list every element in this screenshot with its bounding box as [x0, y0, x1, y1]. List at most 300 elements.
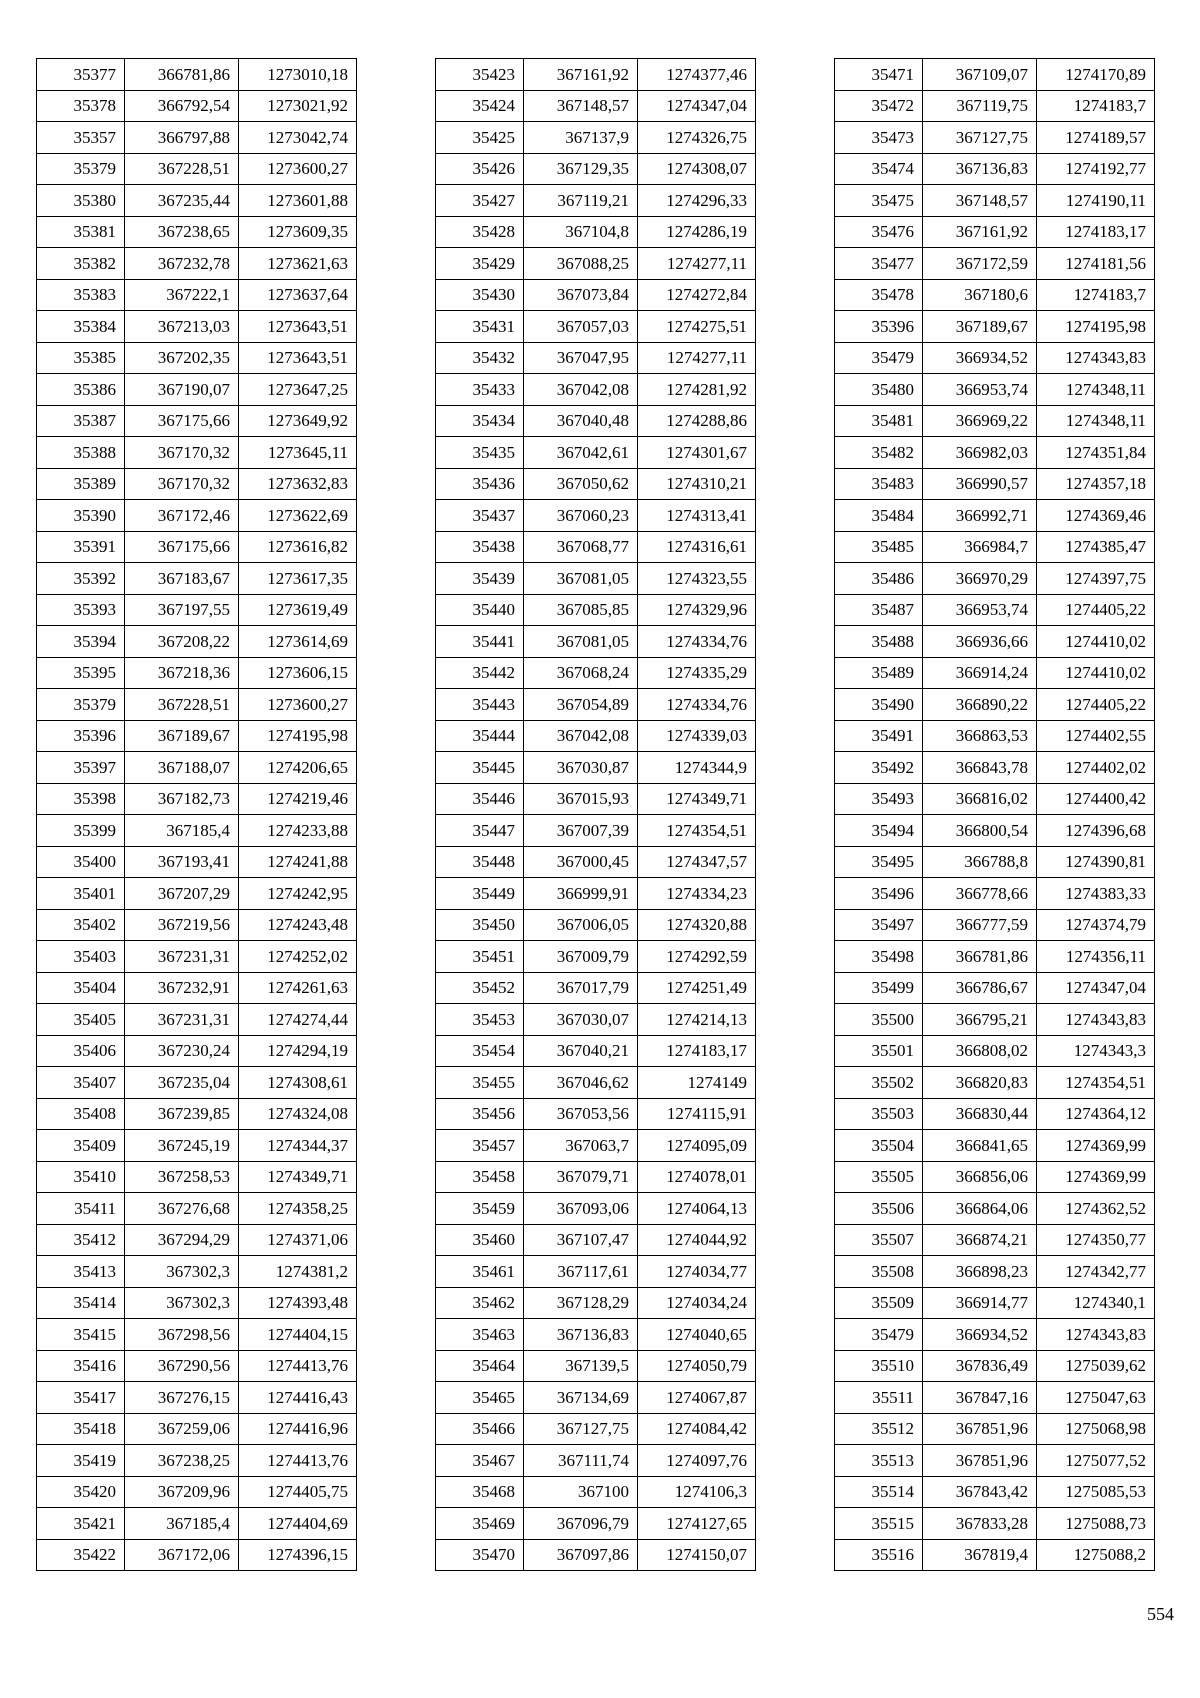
- table-row: [436, 153, 756, 185]
- x-coordinate-cell: 366843,78: [923, 752, 1037, 784]
- y-coordinate-cell: 1273643,51: [239, 311, 357, 343]
- point-number-cell: 35423: [436, 59, 524, 91]
- x-coordinate-cell: 366934,52: [923, 342, 1037, 374]
- table-row: [835, 1098, 1155, 1130]
- x-coordinate-cell: 367068,24: [524, 657, 638, 689]
- y-coordinate-cell: 1274219,46: [239, 783, 357, 815]
- point-number-cell: 35492: [835, 752, 923, 784]
- table-row: [835, 689, 1155, 721]
- table-row: [37, 846, 357, 878]
- point-number-cell: 35414: [37, 1287, 125, 1319]
- x-coordinate-cell: 367007,39: [524, 815, 638, 847]
- x-coordinate-cell: 367097,86: [524, 1539, 638, 1571]
- table-row: [436, 468, 756, 500]
- point-number-cell: 35493: [835, 783, 923, 815]
- y-coordinate-cell: 1274106,3: [638, 1476, 756, 1508]
- point-number-cell: 35385: [37, 342, 125, 374]
- x-coordinate-cell: 367148,57: [923, 185, 1037, 217]
- table-row: [835, 500, 1155, 532]
- point-number-cell: 35417: [37, 1382, 125, 1414]
- table-row: [37, 1130, 357, 1162]
- y-coordinate-cell: 1274343,3: [1037, 1035, 1155, 1067]
- x-coordinate-cell: 367222,1: [125, 279, 239, 311]
- y-coordinate-cell: 1274362,52: [1037, 1193, 1155, 1225]
- y-coordinate-cell: 1274347,04: [1037, 972, 1155, 1004]
- point-number-cell: 35407: [37, 1067, 125, 1099]
- y-coordinate-cell: 1274405,22: [1037, 594, 1155, 626]
- x-coordinate-cell: 367180,6: [923, 279, 1037, 311]
- x-coordinate-cell: 367259,06: [125, 1413, 239, 1445]
- point-number-cell: 35402: [37, 909, 125, 941]
- x-coordinate-cell: 366786,67: [923, 972, 1037, 1004]
- point-number-cell: 35411: [37, 1193, 125, 1225]
- point-number-cell: 35445: [436, 752, 524, 784]
- point-number-cell: 35439: [436, 563, 524, 595]
- x-coordinate-cell: 367137,9: [524, 122, 638, 154]
- x-coordinate-cell: 367060,23: [524, 500, 638, 532]
- y-coordinate-cell: 1274294,19: [239, 1035, 357, 1067]
- y-coordinate-cell: 1274371,06: [239, 1224, 357, 1256]
- point-number-cell: 35457: [436, 1130, 524, 1162]
- table-row: [37, 216, 357, 248]
- table-row: [37, 248, 357, 280]
- y-coordinate-cell: 1273632,83: [239, 468, 357, 500]
- y-coordinate-cell: 1273600,27: [239, 689, 357, 721]
- x-coordinate-cell: 367843,42: [923, 1476, 1037, 1508]
- x-coordinate-cell: 367148,57: [524, 90, 638, 122]
- point-number-cell: 35488: [835, 626, 923, 658]
- y-coordinate-cell: 1273601,88: [239, 185, 357, 217]
- y-coordinate-cell: 1274183,7: [1037, 90, 1155, 122]
- x-coordinate-cell: 366934,52: [923, 1319, 1037, 1351]
- y-coordinate-cell: 1274335,29: [638, 657, 756, 689]
- y-coordinate-cell: 1274334,23: [638, 878, 756, 910]
- table-row: [436, 216, 756, 248]
- x-coordinate-cell: 367235,44: [125, 185, 239, 217]
- table-row: [37, 437, 357, 469]
- y-coordinate-cell: 1274348,11: [1037, 374, 1155, 406]
- y-coordinate-cell: 1273619,49: [239, 594, 357, 626]
- x-coordinate-cell: 367088,25: [524, 248, 638, 280]
- y-coordinate-cell: 1274340,1: [1037, 1287, 1155, 1319]
- point-number-cell: 35500: [835, 1004, 923, 1036]
- point-number-cell: 35502: [835, 1067, 923, 1099]
- x-coordinate-cell: 367015,93: [524, 783, 638, 815]
- point-number-cell: 35477: [835, 248, 923, 280]
- point-number-cell: 35381: [37, 216, 125, 248]
- x-coordinate-cell: 367081,05: [524, 563, 638, 595]
- point-number-cell: 35428: [436, 216, 524, 248]
- point-number-cell: 35430: [436, 279, 524, 311]
- point-number-cell: 35386: [37, 374, 125, 406]
- table-row: [436, 90, 756, 122]
- table-row: [436, 531, 756, 563]
- table-row: [436, 59, 756, 91]
- x-coordinate-cell: 367073,84: [524, 279, 638, 311]
- table-row: [436, 1193, 756, 1225]
- x-coordinate-cell: 367238,65: [125, 216, 239, 248]
- x-coordinate-cell: 367000,45: [524, 846, 638, 878]
- y-coordinate-cell: 1274292,59: [638, 941, 756, 973]
- point-number-cell: 35391: [37, 531, 125, 563]
- y-coordinate-cell: 1274206,65: [239, 752, 357, 784]
- x-coordinate-cell: 366800,54: [923, 815, 1037, 847]
- table-row: [835, 1319, 1155, 1351]
- x-coordinate-cell: 367127,75: [524, 1413, 638, 1445]
- y-coordinate-cell: 1274183,7: [1037, 279, 1155, 311]
- x-coordinate-cell: 367197,55: [125, 594, 239, 626]
- y-coordinate-cell: 1275039,62: [1037, 1350, 1155, 1382]
- table-row: [436, 374, 756, 406]
- table-row: [37, 941, 357, 973]
- y-coordinate-cell: 1273637,64: [239, 279, 357, 311]
- y-coordinate-cell: 1275088,73: [1037, 1508, 1155, 1540]
- x-coordinate-cell: 367017,79: [524, 972, 638, 1004]
- y-coordinate-cell: 1274064,13: [638, 1193, 756, 1225]
- x-coordinate-cell: 367100: [524, 1476, 638, 1508]
- table-row: [37, 878, 357, 910]
- table-row: [37, 720, 357, 752]
- x-coordinate-cell: 367218,36: [125, 657, 239, 689]
- y-coordinate-cell: 1274369,46: [1037, 500, 1155, 532]
- point-number-cell: 35461: [436, 1256, 524, 1288]
- y-coordinate-cell: 1274034,24: [638, 1287, 756, 1319]
- point-number-cell: 35377: [37, 59, 125, 91]
- table-row: [37, 594, 357, 626]
- y-coordinate-cell: 1274342,77: [1037, 1256, 1155, 1288]
- table-row: [436, 1130, 756, 1162]
- x-coordinate-cell: 366816,02: [923, 783, 1037, 815]
- y-coordinate-cell: 1274274,44: [239, 1004, 357, 1036]
- y-coordinate-cell: 1274034,77: [638, 1256, 756, 1288]
- point-number-cell: 35506: [835, 1193, 923, 1225]
- table-row: [436, 1382, 756, 1414]
- table-row: [37, 1193, 357, 1225]
- y-coordinate-cell: 1274149: [638, 1067, 756, 1099]
- point-number-cell: 35511: [835, 1382, 923, 1414]
- point-number-cell: 35404: [37, 972, 125, 1004]
- y-coordinate-cell: 1274181,56: [1037, 248, 1155, 280]
- point-number-cell: 35484: [835, 500, 923, 532]
- x-coordinate-cell: 367276,68: [125, 1193, 239, 1225]
- y-coordinate-cell: 1274343,83: [1037, 1004, 1155, 1036]
- table-row: [835, 248, 1155, 280]
- point-number-cell: 35399: [37, 815, 125, 847]
- point-number-cell: 35397: [37, 752, 125, 784]
- x-coordinate-cell: 367190,07: [125, 374, 239, 406]
- x-coordinate-cell: 367208,22: [125, 626, 239, 658]
- table-row: [835, 1413, 1155, 1445]
- x-coordinate-cell: 367172,46: [125, 500, 239, 532]
- x-coordinate-cell: 367258,53: [125, 1161, 239, 1193]
- y-coordinate-cell: 1273010,18: [239, 59, 357, 91]
- point-number-cell: 35473: [835, 122, 923, 154]
- x-coordinate-cell: 367188,07: [125, 752, 239, 784]
- x-coordinate-cell: 366788,8: [923, 846, 1037, 878]
- table-row: [37, 342, 357, 374]
- point-number-cell: 35513: [835, 1445, 923, 1477]
- y-coordinate-cell: 1273617,35: [239, 563, 357, 595]
- y-coordinate-cell: 1274095,09: [638, 1130, 756, 1162]
- y-coordinate-cell: 1274402,55: [1037, 720, 1155, 752]
- table-row: [436, 720, 756, 752]
- table-row: [835, 405, 1155, 437]
- y-coordinate-cell: 1274195,98: [1037, 311, 1155, 343]
- x-coordinate-cell: 366970,29: [923, 563, 1037, 595]
- point-number-cell: 35489: [835, 657, 923, 689]
- x-coordinate-cell: 366898,23: [923, 1256, 1037, 1288]
- y-coordinate-cell: 1274323,55: [638, 563, 756, 595]
- y-coordinate-cell: 1274078,01: [638, 1161, 756, 1193]
- point-number-cell: 35412: [37, 1224, 125, 1256]
- x-coordinate-cell: 367057,03: [524, 311, 638, 343]
- point-number-cell: 35380: [37, 185, 125, 217]
- point-number-cell: 35390: [37, 500, 125, 532]
- y-coordinate-cell: 1274324,08: [239, 1098, 357, 1130]
- x-coordinate-cell: 366874,21: [923, 1224, 1037, 1256]
- point-number-cell: 35415: [37, 1319, 125, 1351]
- point-number-cell: 35495: [835, 846, 923, 878]
- y-coordinate-cell: 1274364,12: [1037, 1098, 1155, 1130]
- x-coordinate-cell: 366781,86: [923, 941, 1037, 973]
- point-number-cell: 35438: [436, 531, 524, 563]
- point-number-cell: 35409: [37, 1130, 125, 1162]
- table-row: [835, 594, 1155, 626]
- x-coordinate-cell: 367193,41: [125, 846, 239, 878]
- point-number-cell: 35431: [436, 311, 524, 343]
- x-coordinate-cell: 367851,96: [923, 1413, 1037, 1445]
- table-row: [835, 374, 1155, 406]
- point-number-cell: 35462: [436, 1287, 524, 1319]
- x-coordinate-cell: 366808,02: [923, 1035, 1037, 1067]
- y-coordinate-cell: 1274396,15: [239, 1539, 357, 1571]
- table-row: [37, 468, 357, 500]
- x-coordinate-cell: 367030,87: [524, 752, 638, 784]
- x-coordinate-cell: 366914,24: [923, 657, 1037, 689]
- y-coordinate-cell: 1274170,89: [1037, 59, 1155, 91]
- y-coordinate-cell: 1274329,96: [638, 594, 756, 626]
- y-coordinate-cell: 1274044,92: [638, 1224, 756, 1256]
- x-coordinate-cell: 367063,7: [524, 1130, 638, 1162]
- y-coordinate-cell: 1274339,03: [638, 720, 756, 752]
- x-coordinate-cell: 367046,62: [524, 1067, 638, 1099]
- point-number-cell: 35400: [37, 846, 125, 878]
- y-coordinate-cell: 1274358,25: [239, 1193, 357, 1225]
- x-coordinate-cell: 367040,48: [524, 405, 638, 437]
- point-number-cell: 35480: [835, 374, 923, 406]
- x-coordinate-cell: 366990,57: [923, 468, 1037, 500]
- point-number-cell: 35395: [37, 657, 125, 689]
- x-coordinate-cell: 366890,22: [923, 689, 1037, 721]
- point-number-cell: 35432: [436, 342, 524, 374]
- point-number-cell: 35449: [436, 878, 524, 910]
- table-row: [37, 122, 357, 154]
- table-row: [37, 657, 357, 689]
- table-row: [436, 1350, 756, 1382]
- point-number-cell: 35450: [436, 909, 524, 941]
- y-coordinate-cell: 1274416,43: [239, 1382, 357, 1414]
- point-number-cell: 35487: [835, 594, 923, 626]
- point-number-cell: 35499: [835, 972, 923, 1004]
- point-number-cell: 35379: [37, 153, 125, 185]
- x-coordinate-cell: 367009,79: [524, 941, 638, 973]
- point-number-cell: 35467: [436, 1445, 524, 1477]
- point-number-cell: 35396: [835, 311, 923, 343]
- x-coordinate-cell: 367183,67: [125, 563, 239, 595]
- point-number-cell: 35398: [37, 783, 125, 815]
- point-number-cell: 35448: [436, 846, 524, 878]
- x-coordinate-cell: 366830,44: [923, 1098, 1037, 1130]
- x-coordinate-cell: 367276,15: [125, 1382, 239, 1414]
- y-coordinate-cell: 1274115,91: [638, 1098, 756, 1130]
- point-number-cell: 35436: [436, 468, 524, 500]
- point-number-cell: 35416: [37, 1350, 125, 1382]
- point-number-cell: 35437: [436, 500, 524, 532]
- point-number-cell: 35379: [37, 689, 125, 721]
- point-number-cell: 35482: [835, 437, 923, 469]
- table-row: [835, 657, 1155, 689]
- table-row: [37, 909, 357, 941]
- table-row: [835, 563, 1155, 595]
- y-coordinate-cell: 1274410,02: [1037, 657, 1155, 689]
- y-coordinate-cell: 1273649,92: [239, 405, 357, 437]
- x-coordinate-cell: 367119,75: [923, 90, 1037, 122]
- table-row: [835, 1161, 1155, 1193]
- table-row: [436, 1004, 756, 1036]
- table-row: [37, 374, 357, 406]
- y-coordinate-cell: 1274261,63: [239, 972, 357, 1004]
- point-number-cell: 35433: [436, 374, 524, 406]
- x-coordinate-cell: 367298,56: [125, 1319, 239, 1351]
- table-row: [835, 1067, 1155, 1099]
- table-row: [37, 90, 357, 122]
- point-number-cell: 35501: [835, 1035, 923, 1067]
- table-row: [37, 153, 357, 185]
- table-row: [835, 311, 1155, 343]
- y-coordinate-cell: 1274393,48: [239, 1287, 357, 1319]
- point-number-cell: 35504: [835, 1130, 923, 1162]
- y-coordinate-cell: 1274296,33: [638, 185, 756, 217]
- table-row: [835, 468, 1155, 500]
- point-number-cell: 35452: [436, 972, 524, 1004]
- point-number-cell: 35466: [436, 1413, 524, 1445]
- point-number-cell: 35422: [37, 1539, 125, 1571]
- point-number-cell: 35446: [436, 783, 524, 815]
- point-number-cell: 35384: [37, 311, 125, 343]
- table-row: [436, 437, 756, 469]
- point-number-cell: 35447: [436, 815, 524, 847]
- y-coordinate-cell: 1274343,83: [1037, 342, 1155, 374]
- point-number-cell: 35465: [436, 1382, 524, 1414]
- table-row: [835, 846, 1155, 878]
- table-row: [835, 1476, 1155, 1508]
- point-number-cell: 35382: [37, 248, 125, 280]
- point-number-cell: 35483: [835, 468, 923, 500]
- table-row: [436, 1098, 756, 1130]
- point-number-cell: 35442: [436, 657, 524, 689]
- point-number-cell: 35408: [37, 1098, 125, 1130]
- point-number-cell: 35458: [436, 1161, 524, 1193]
- point-number-cell: 35444: [436, 720, 524, 752]
- x-coordinate-cell: 367107,47: [524, 1224, 638, 1256]
- point-number-cell: 35419: [37, 1445, 125, 1477]
- point-number-cell: 35413: [37, 1256, 125, 1288]
- x-coordinate-cell: 367175,66: [125, 405, 239, 437]
- table-row: [436, 1161, 756, 1193]
- x-coordinate-cell: 367294,29: [125, 1224, 239, 1256]
- point-number-cell: 35503: [835, 1098, 923, 1130]
- y-coordinate-cell: 1274349,71: [239, 1161, 357, 1193]
- x-coordinate-cell: 366953,74: [923, 594, 1037, 626]
- point-number-cell: 35456: [436, 1098, 524, 1130]
- x-coordinate-cell: 367290,56: [125, 1350, 239, 1382]
- table-row: [835, 752, 1155, 784]
- point-number-cell: 35389: [37, 468, 125, 500]
- y-coordinate-cell: 1274348,11: [1037, 405, 1155, 437]
- y-coordinate-cell: 1274404,15: [239, 1319, 357, 1351]
- point-number-cell: 35472: [835, 90, 923, 122]
- point-number-cell: 35512: [835, 1413, 923, 1445]
- y-coordinate-cell: 1273606,15: [239, 657, 357, 689]
- x-coordinate-cell: 367172,59: [923, 248, 1037, 280]
- table-row: [37, 311, 357, 343]
- x-coordinate-cell: 366999,91: [524, 878, 638, 910]
- x-coordinate-cell: 367053,56: [524, 1098, 638, 1130]
- y-coordinate-cell: 1274243,48: [239, 909, 357, 941]
- y-coordinate-cell: 1274383,33: [1037, 878, 1155, 910]
- x-coordinate-cell: 367302,3: [125, 1256, 239, 1288]
- point-number-cell: 35396: [37, 720, 125, 752]
- table-row: [835, 59, 1155, 91]
- y-coordinate-cell: 1274385,47: [1037, 531, 1155, 563]
- y-coordinate-cell: 1274334,76: [638, 626, 756, 658]
- y-coordinate-cell: 1274405,75: [239, 1476, 357, 1508]
- point-number-cell: 35508: [835, 1256, 923, 1288]
- x-coordinate-cell: 367129,35: [524, 153, 638, 185]
- y-coordinate-cell: 1274413,76: [239, 1445, 357, 1477]
- x-coordinate-cell: 366778,66: [923, 878, 1037, 910]
- y-coordinate-cell: 1274402,02: [1037, 752, 1155, 784]
- y-coordinate-cell: 1275047,63: [1037, 1382, 1155, 1414]
- table-row: [835, 1539, 1155, 1571]
- y-coordinate-cell: 1274084,42: [638, 1413, 756, 1445]
- y-coordinate-cell: 1274413,76: [239, 1350, 357, 1382]
- point-number-cell: 35479: [835, 1319, 923, 1351]
- x-coordinate-cell: 367128,29: [524, 1287, 638, 1319]
- y-coordinate-cell: 1274150,07: [638, 1539, 756, 1571]
- y-coordinate-cell: 1274233,88: [239, 815, 357, 847]
- y-coordinate-cell: 1274347,57: [638, 846, 756, 878]
- point-number-cell: 35383: [37, 279, 125, 311]
- point-number-cell: 35494: [835, 815, 923, 847]
- table-row: [835, 1224, 1155, 1256]
- table-row: [835, 437, 1155, 469]
- table-row: [436, 657, 756, 689]
- y-coordinate-cell: 1274189,57: [1037, 122, 1155, 154]
- x-coordinate-cell: 367228,51: [125, 153, 239, 185]
- point-number-cell: 35421: [37, 1508, 125, 1540]
- x-coordinate-cell: 367819,4: [923, 1539, 1037, 1571]
- y-coordinate-cell: 1274252,02: [239, 941, 357, 973]
- table-row: [436, 122, 756, 154]
- x-coordinate-cell: 367042,08: [524, 720, 638, 752]
- table-row: [37, 752, 357, 784]
- table-row: [37, 1161, 357, 1193]
- y-coordinate-cell: 1274397,75: [1037, 563, 1155, 595]
- y-coordinate-cell: 1274369,99: [1037, 1161, 1155, 1193]
- x-coordinate-cell: 367231,31: [125, 1004, 239, 1036]
- table-row: [835, 626, 1155, 658]
